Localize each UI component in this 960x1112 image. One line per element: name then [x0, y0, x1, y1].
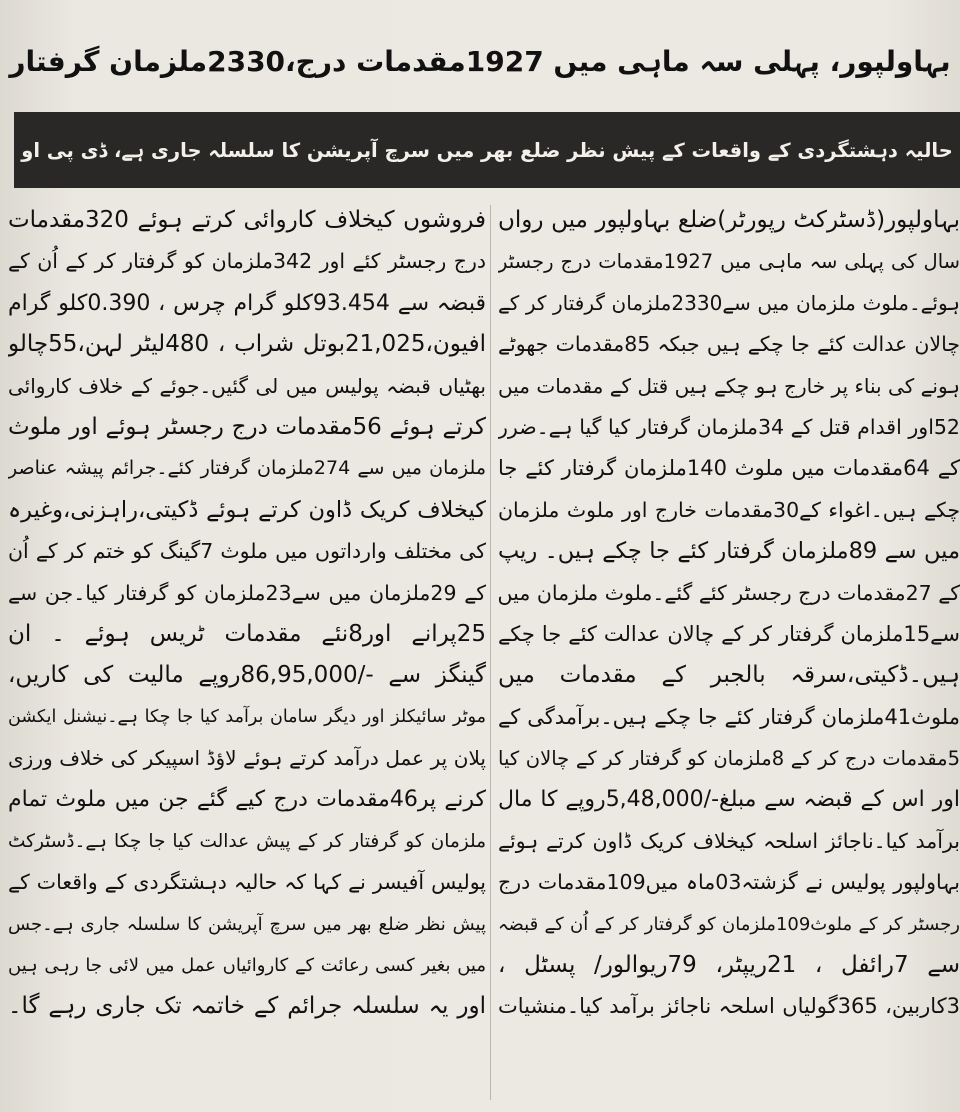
- column-divider: [490, 205, 491, 1100]
- article-line: 52اور اقدام قتل کے 34ملزمان گرفتار کیا گیا ہے۔ضرر: [498, 414, 960, 439]
- article-line: پیش نظر ضلع بھر میں سرچ آپریشن کا سلسلہ جاری ہے۔جس: [8, 913, 486, 935]
- article-line: فروشوں کیخلاف کاروائی کرتے ہوئے 320مقدمات: [8, 207, 486, 233]
- subheadline: حالیہ دہشتگردی کے واقعات کے پیش نظر ضلع بھر میں سرچ آپریشن کا سلسلہ جاری ہے، ڈی پی او: [21, 138, 953, 162]
- article-line: موٹر سائیکلز اور دیگر سامان برآمد کیا جا چکا ہے۔نیشنل ایکشن: [8, 706, 486, 727]
- subheadline-band: [14, 112, 960, 188]
- article-line: اور اس کے قبضہ سے مبلغ-/5,48,000روپے کا مال: [498, 787, 960, 813]
- article-line: ملزمان کو گرفتار کر کے پیش عدالت کیا جا چکا ہے۔ڈسٹرکٹ: [8, 830, 486, 852]
- article-line: برآمد کیا۔ناجائز اسلحہ کیخلاف کریک ڈاون کرتے ہوئے: [498, 828, 960, 853]
- headline: بہاولپور، پہلی سہ ماہی میں 1927مقدمات درج،2330ملزمان گرفتار: [9, 44, 951, 78]
- article-line: کرتے ہوئے 56مقدمات درج رجسٹر ہوئے اور ملوث: [8, 413, 486, 440]
- article-line: کے 29ملزمان میں سے23ملزمان کو گرفتار کیا۔جن سے: [8, 580, 486, 605]
- article-line: ہیں۔ڈکیتی،سرقہ بالجبر کے مقدمات میں: [498, 662, 960, 689]
- article-line: قبضہ سے 93.454کلو گرام چرس ، 0.390کلو گرام: [8, 290, 486, 316]
- article-line: بہاولپور پولیس نے گزشتہ03ماہ میں109مقدمات درج: [498, 870, 960, 895]
- article-line: چالان عدالت کئے جا چکے ہیں جبکہ 85مقدمات جھوٹے: [498, 332, 960, 357]
- article-line: کیخلاف کریک ڈاون کرتے ہوئے ڈکیتی،راہزنی،وغیرہ: [8, 496, 486, 523]
- article-line: میں بغیر کسی رعائت کے کاروائیاں عمل میں لائی جا رہی ہیں: [8, 955, 486, 977]
- article-line: ہوئے۔ملوث ملزمان میں سے2330ملزمان گرفتار کر کے: [498, 290, 960, 315]
- article-line: کے 27مقدمات درج رجسٹر کئے گئے۔ملوث ملزمان میں: [498, 580, 960, 605]
- article-line: اور یہ سلسلہ جرائم کے خاتمہ تک جاری رہے گا۔: [8, 993, 486, 1020]
- article-line: کرنے پر46مقدمات درج کیے گئے جن میں ملوث تمام: [8, 787, 486, 813]
- article-line: چکے ہیں۔اغواء کے30مقدمات خارج اور ملوث ملزمان: [498, 497, 960, 522]
- article-line: سال کی پہلی سہ ماہی میں 1927مقدمات درج رجسٹر: [498, 250, 960, 274]
- article-line: کی مختلف وارداتوں میں ملوث 7گینگ کو ختم کر کے اُن: [8, 539, 486, 564]
- article-line: افیون،21,025بوتل شراب ، 480لیٹر لہن،55چالو: [8, 331, 486, 358]
- article-line: ہونے کی بناء پر خارج ہو چکے ہیں قتل کے مقدمات میں: [498, 373, 960, 398]
- article-line: بہاولپور(ڈسٹرکٹ رپورٹر)ضلع بہاولپور میں رواں: [498, 207, 960, 233]
- article-column-left: [8, 200, 486, 1105]
- article-line: پولیس آفیسر نے کہا کہ حالیہ دہشتگردی کے واقعات کے: [8, 870, 486, 895]
- article-line: بھٹیاں قبضہ پولیس میں لی گئیں۔جوئے کے خلاف کاروائی: [8, 373, 486, 398]
- article-line: ملوث41ملزمان گرفتار کئے جا چکے ہیں۔برآمدگی کے: [498, 704, 960, 729]
- article-line: کے 64مقدمات میں ملوث 140ملزمان گرفتار کئے جا: [498, 456, 960, 481]
- article-line: رجسٹر کر کے ملوث109ملزمان کو گرفتار کر کے اُن کے قبضہ: [498, 913, 960, 935]
- article-line: گینگز سے -/86,95,000روپے مالیت کی کاریں،: [8, 662, 486, 689]
- article-column-right: [498, 200, 960, 1105]
- article-line: سے 7رائفل ، 21ریپٹر، 79ریوالور/ پسٹل ،: [498, 952, 960, 979]
- article-line: 5مقدمات درج کر کے 8ملزمان کو گرفتار کر کے چالان کیا: [498, 747, 960, 771]
- article-line: پلان پر عمل درآمد کرتے ہوئے لاؤڈ اسپیکر کی خلاف ورزی: [8, 746, 486, 771]
- article-line: سے15ملزمان گرفتار کر کے چالان عدالت کئے جا چکے: [498, 621, 960, 646]
- article-line: میں سے 89ملزمان گرفتار کئے جا چکے ہیں۔ ریپ: [498, 538, 960, 565]
- article-line: ملزمان میں سے 274ملزمان گرفتار کئے۔جرائم پیشہ عناصر: [8, 457, 486, 480]
- article-line: درج رجسٹر کئے اور 342ملزمان کو گرفتار کر کے اُن کے: [8, 249, 486, 274]
- article-line: 3کاربین، 365گولیاں اسلحہ ناجائز برآمد کیا۔منشیات: [498, 994, 960, 1019]
- article-line: 25پرانے اور8نئے مقدمات ٹریس ہوئے ۔ ان: [8, 620, 486, 647]
